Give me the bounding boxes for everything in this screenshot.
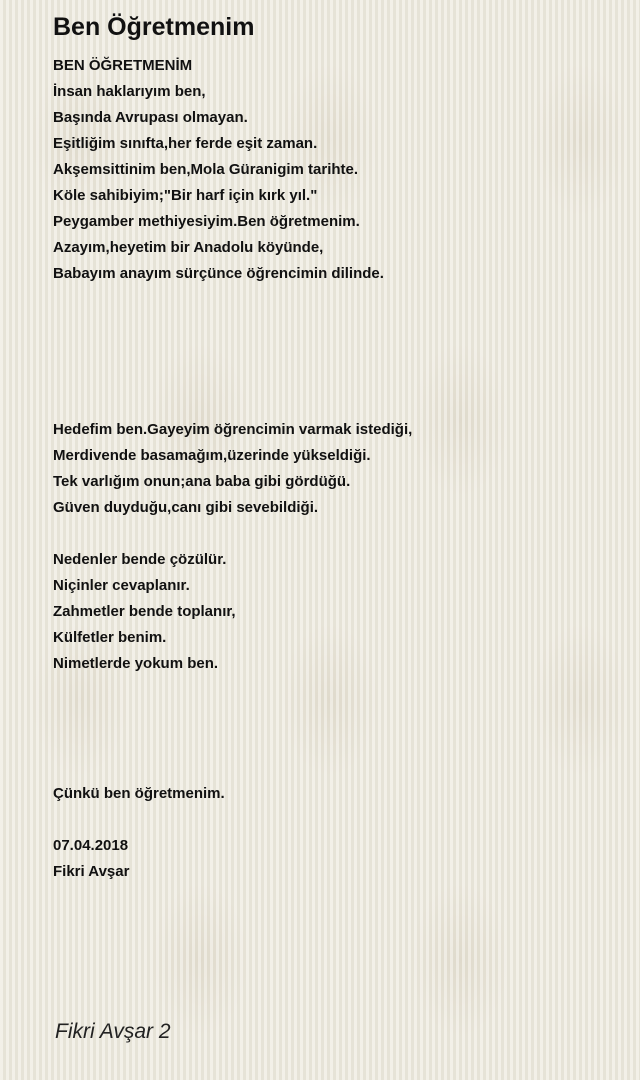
poem-line: Köle sahibiyim;"Bir harf için kırk yıl." xyxy=(53,187,318,204)
poem-line xyxy=(53,703,613,729)
poem-line: Başında Avrupası olmayan. xyxy=(53,109,248,126)
poem-line: Zahmetler bende toplanır, xyxy=(53,603,236,620)
poem-line: Güven duyduğu,canı gibi sevebildiği. xyxy=(53,499,319,516)
poem-line: Çünkü ben öğretmenim. xyxy=(53,785,225,802)
poem-line: Peygamber methiyesiyim.Ben öğretmenim. xyxy=(53,213,360,230)
poem-date: 07.04.2018 xyxy=(53,837,129,854)
poem-body xyxy=(53,53,613,885)
poem-line: Merdivende basamağım,üzerinde yükseldiği. xyxy=(53,447,371,464)
poem-line: Azayım,heyetim bir Anadolu köyünde, xyxy=(53,239,324,256)
poem-line: Nedenler bende çözülür. xyxy=(53,551,227,568)
poem-line xyxy=(53,391,613,417)
poem-line xyxy=(53,521,613,547)
poem-line xyxy=(53,339,613,365)
poem-line: Niçinler cevaplanır. xyxy=(53,577,190,594)
poem-line xyxy=(53,755,613,781)
poem-line: Babayım anayım sürçünce öğrencimin dilinde. xyxy=(53,265,384,282)
poem-line: Eşitliğim sınıfta,her ferde eşit zaman. xyxy=(53,135,318,152)
page-title: Ben Öğretmenim xyxy=(53,13,255,41)
poem-line: Nimetlerde yokum ben. xyxy=(53,655,219,672)
poem-line xyxy=(53,313,613,339)
poem-line xyxy=(53,807,613,833)
poem-line: Külfetler benim. xyxy=(53,629,167,646)
poem-line: Akşemsittinim ben,Mola Güranigim tarihte. xyxy=(53,161,359,178)
poem-line xyxy=(53,287,613,313)
poem-line: Tek varlığım onun;ana baba gibi gördüğü. xyxy=(53,473,351,490)
poem-line xyxy=(53,677,613,703)
author-signature: Fikri Avşar 2 xyxy=(55,1020,171,1043)
poem-line xyxy=(53,365,613,391)
poem-line: BEN ÖĞRETMENİM xyxy=(53,57,193,74)
poem-author: Fikri Avşar xyxy=(53,863,130,880)
poem-line: Hedefim ben.Gayeyim öğrencimin varmak istediği, xyxy=(53,421,413,438)
poem-line xyxy=(53,729,613,755)
poem-line: İnsan haklarıyım ben, xyxy=(53,83,206,100)
